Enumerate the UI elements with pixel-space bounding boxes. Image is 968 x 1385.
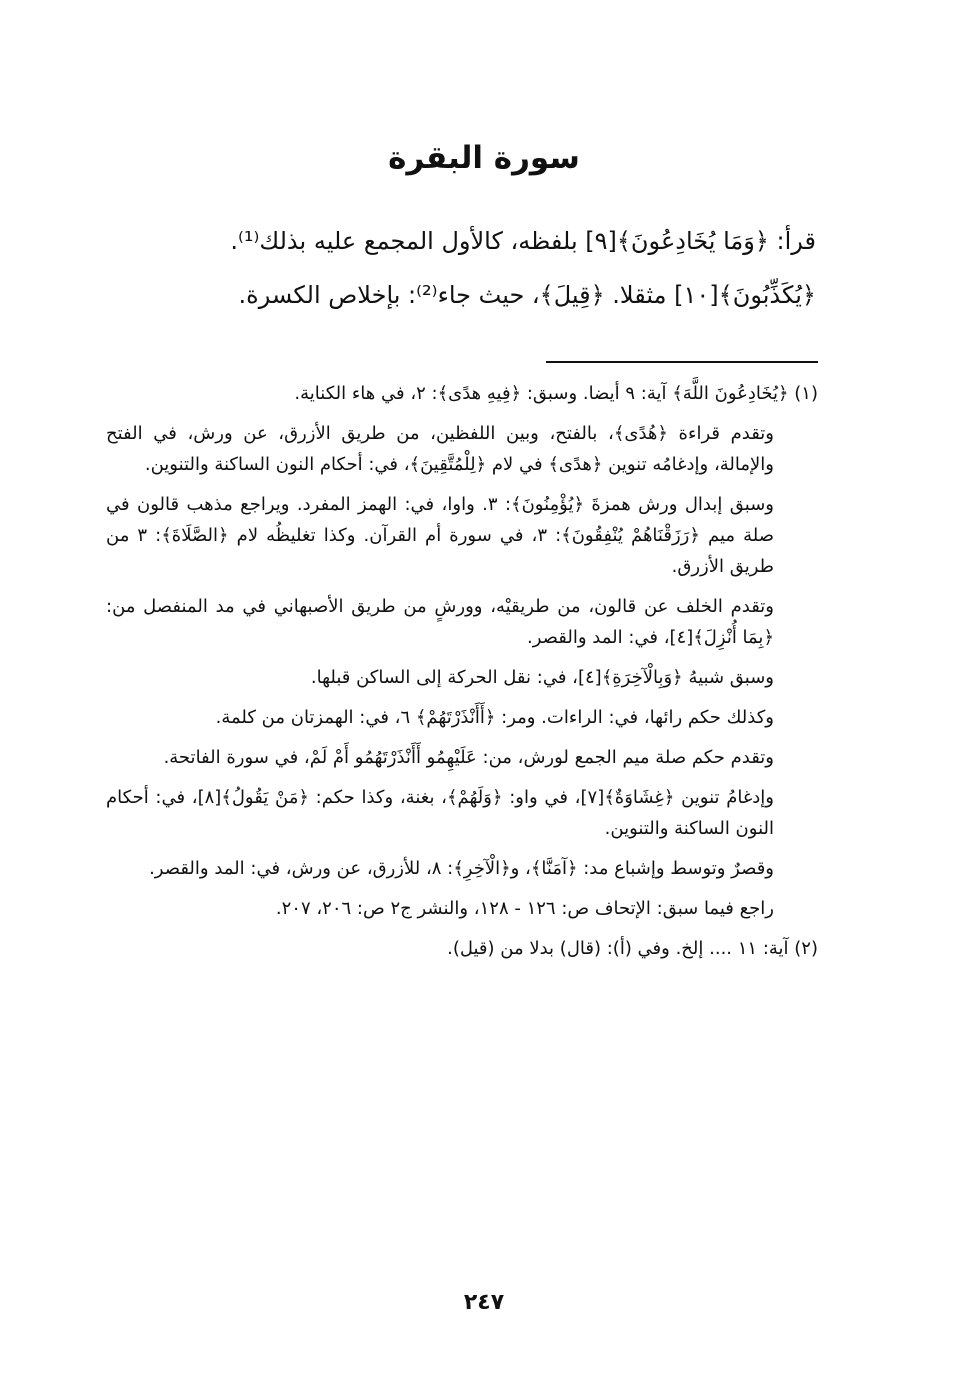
main-text-line: ﴿يُكَذِّبُونَ﴾[١٠] مثقلا. ﴿قِيلَ﴾، حيث جاء⁽²⁾: بإخلاص الكسرة. [238, 281, 816, 309]
footnotes [106, 378, 818, 973]
main-text [126, 214, 816, 322]
footnote-paragraph: وكذلك حكم رائها، في: الراءات. ومر: ﴿أَأَنْذَرْتَهُمْ﴾ ٦، في: الهمزتان من كلمة. [215, 707, 774, 728]
page-title: سورة البقرة [388, 140, 580, 176]
footnote-paragraph: راجع فيما سبق: الإتحاف ص: ١٢٦ - ١٢٨، والنشر ج٢ ص: ٢٠٦، ٢٠٧. [275, 898, 774, 919]
footnote-paragraph: وسبق إبدال ورش همزةَ ﴿يُؤْمِنُونَ﴾: ٣. واوا، في: الهمز المفرد. ويراجع مذهب قالون في صلة ميم ﴿رَزَقْنَاهُمْ يُنْفِقُونَ﴾: ٣، في سورة أم القرآن. وكذا تغليظُه لام ﴿الصَّلَاةَ﴾: ٣ من طريق الأزرق. [106, 494, 774, 577]
footnote-paragraph: وإدغامُ تنوين ﴿غِشَاوَةٌ﴾[٧]، في واو: ﴿وَلَهُمْ﴾، بغنة، وكذا حكم: ﴿مَنْ يَقُولُ﴾[٨]، في: أحكام النون الساكنة والتنوين. [106, 787, 774, 839]
footnote-paragraph: وتقدم قراءة ﴿هُدًى﴾، بالفتح، وبين اللفظين، من طريق الأزرق، عن ورش، في الفتح والإمالة، وإدغامُه تنوين ﴿هدًى﴾ في لام ﴿لِلْمُتَّقِينَ﴾، في: أحكام النون الساكنة والتنوين. [106, 423, 774, 475]
footnote-paragraph: وسبق شبيهُ ﴿وَبِالْآخِرَةِ﴾[٤]، في: نقل الحركة إلى الساكن قبلها. [310, 667, 774, 688]
footnote-paragraph: وتقدم حكم صلة ميم الجمع لورش، من: عَلَيْهِمُو أَأَنْذَرْتَهُمُو أَمْ لَمْ، في سورة الفاتحة. [163, 747, 774, 768]
footnote-paragraph: وقصرٌ وتوسط وإشباع مد: ﴿آمَنَّا﴾، و﴿الْآخِرِ﴾: ٨، للأزرق، عن ورش، في: المد والقصر. [149, 858, 774, 879]
footnote-paragraph: (٢) آية: ١١ .... إلخ. وفي (أ): (قال) بدلا من (قيل). [447, 938, 818, 959]
footnote-divider [546, 361, 818, 363]
footnote-paragraph: (١) ﴿يُخَادِعُونَ اللَّهَ﴾ آية: ٩ أيضا. وسبق: ﴿فِيهِ هدًى﴾: ٢، في هاء الكناية. [294, 383, 818, 404]
main-text-line: قرأ: ﴿وَمَا يُخَادِعُونَ﴾[٩] بلفظه، كالأول المجمع عليه بذلك⁽¹⁾. [230, 227, 816, 255]
footnote-paragraph: وتقدم الخلف عن قالون، من طريقيْه، وورشٍ من طريق الأصبهاني في مد المنفصل من: ﴿بِمَا أُنْزِلَ﴾[٤]، في: المد والقصر. [106, 596, 774, 648]
page-number: ٢٤٧ [463, 1290, 505, 1315]
